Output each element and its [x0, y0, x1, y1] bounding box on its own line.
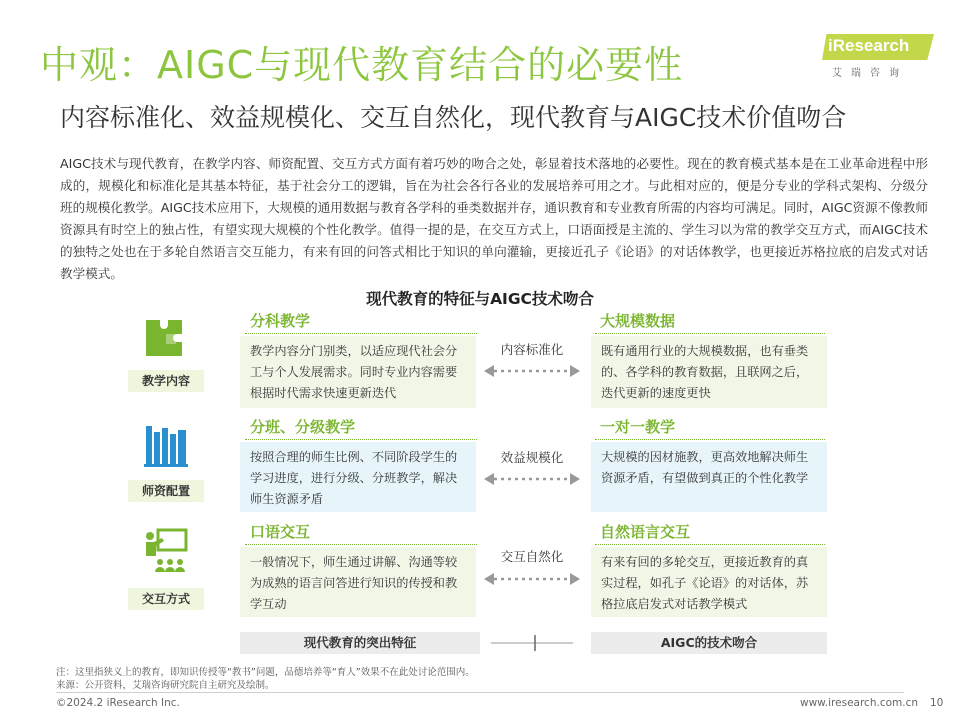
source-note: 来源：公开资料，艾瑞咨询研究院自主研究及绘制。 — [56, 680, 275, 691]
books-icon — [142, 422, 190, 470]
iresearch-logo — [822, 34, 934, 82]
page-title: 中观：AIGC与现代教育结合的必要性 — [40, 43, 684, 87]
row3-left-box: 一般情况下，师生通过讲解、沟通等较为成熟的语言问答进行知识的传授和教学互动 — [240, 547, 476, 617]
row3-right-rule — [595, 544, 825, 545]
row1-left-box: 教学内容分门别类，以适应现代社会分工与个人发展需求。同时专业内容需要根据时代需求快速更新迭代 — [240, 336, 476, 408]
category-label: 师资配置 — [128, 480, 204, 502]
row1-left-head: 分科教学 — [250, 312, 311, 330]
row3-mid-label: 交互自然化 — [500, 549, 564, 564]
row2-left-head: 分班、分级教学 — [250, 418, 356, 436]
category-label: 教学内容 — [128, 370, 204, 392]
row1-right-box: 既有通用行业的大规模数据，也有垂类的、各学科的教育数据，且联网之后，迭代更新的速度更快 — [591, 336, 827, 408]
website-link[interactable]: www.iresearch.com.cn — [800, 697, 919, 709]
row3-right-box: 有来有回的多轮交互，更接近教育的真实过程，如孔子《论语》的对话体，苏格拉底启发式对话教学模式 — [591, 547, 827, 617]
row1-mid-label: 内容标准化 — [500, 342, 564, 357]
row1-right-rule — [595, 333, 825, 334]
page-subtitle: 内容标准化、效益规模化、交互自然化，现代教育与AIGC技术价值吻合 — [60, 103, 847, 132]
footnote: 注：这里指狭义上的教育，即知识传授等“教书”问题，品德培养等“育人”效果不在此处讨论范围内。 — [56, 667, 475, 678]
divider-line — [491, 632, 573, 654]
category-label: 交互方式 — [128, 588, 204, 610]
row2-left-box: 按照合理的师生比例、不同阶段学生的学习进度，进行分级、分班教学，解决师生资源矛盾 — [240, 442, 476, 512]
footer-divider — [56, 692, 904, 693]
row2-right-box: 大规模的因材施教，更高效地解决师生资源矛盾，有望做到真正的个性化教学 — [591, 442, 827, 512]
row2-mid-label: 效益规模化 — [500, 450, 564, 465]
bottom-left-bar: 现代教育的突出特征 — [240, 632, 480, 654]
teacher-icon — [142, 526, 190, 574]
row1-left-rule — [245, 333, 477, 334]
logo-subtext: 艾瑞咨询 — [832, 68, 908, 79]
double-arrow-icon — [484, 573, 580, 585]
row2-left-rule — [245, 439, 477, 440]
logo-text: iResearch — [828, 36, 910, 55]
row3-left-head: 口语交互 — [250, 523, 311, 541]
row2-right-head: 一对一教学 — [600, 418, 676, 436]
row2-right-rule — [595, 439, 825, 440]
row3-left-rule — [245, 544, 477, 545]
puzzle-icon — [142, 312, 190, 360]
double-arrow-icon — [484, 473, 580, 485]
row1-right-head: 大规模数据 — [600, 312, 676, 330]
bottom-right-bar: AIGC的技术吻合 — [591, 632, 827, 654]
double-arrow-icon — [484, 365, 580, 377]
diagram-title: 现代教育的特征与AIGC技术吻合 — [366, 290, 594, 308]
copyright: ©2024.2 iResearch Inc. — [56, 697, 180, 709]
row3-right-head: 自然语言交互 — [600, 523, 691, 541]
intro-paragraph: AIGC技术与现代教育，在教学内容、师资配置、交互方式方面有着巧妙的吻合之处，彰显着技术落地的必要性。现在的教育模式基本是在工业革命进程中形成的，规模化和标准化是其基本特征，基于社会分工的逻辑，旨在为社会各行各业的发展培养可用之才。与此相对应的，便是分专业的学科式架构、分级分班的规模化教学。AIGC技术应用下，大规模的通用数据与教育各学科的垂类数据并存，通识教育和专业教育所需的内容均可满足。同时，AIGC资源不像教师资源具有时空上的独占性，有望实现大规模的个性化教学。值得一提的是，在交互方式上，口语面授是主流的、学生习以为常的教学交互方式，而AIGC技术的独特之处也在于多轮自然语言交互能力，有来有回的问答式相比于知识的单向灌输，更接近孔子《论语》的对话体教学，也更接近苏格拉底的启发式对话教学模式。 — [60, 156, 928, 281]
page-number: 10 — [930, 697, 944, 709]
